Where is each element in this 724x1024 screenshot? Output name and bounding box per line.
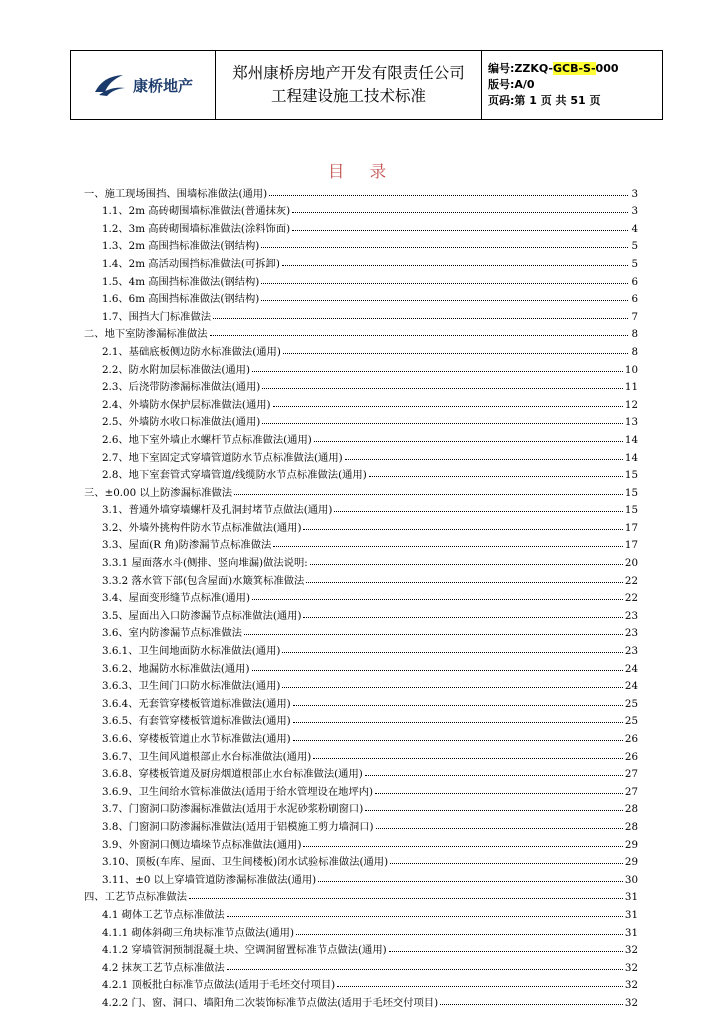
toc-entry-label: 3.6.7、卫生间风道根部止水台标准做法(通用) — [102, 750, 312, 763]
toc-entry[interactable] — [84, 200, 638, 218]
toc-leader-dots — [282, 265, 628, 266]
toc-entry-label: 3.3.1 屋面落水斗(侧排、竖向堆漏)做法说明: — [102, 557, 308, 570]
toc-entry-page: 11 — [624, 381, 638, 394]
logo-text: 康桥地产 — [132, 76, 193, 95]
toc-leader-dots — [440, 1004, 623, 1005]
toc-entry[interactable] — [84, 974, 638, 992]
toc-entry-label: 3.11、±0 以上穿墙管道防渗漏标准做法(通用) — [102, 873, 317, 886]
toc-entry[interactable] — [84, 710, 638, 728]
toc-leader-dots — [292, 230, 628, 231]
toc-entry-label: 3.6.8、穿楼板管道及厨房烟道根部止水台标准做法(通用) — [102, 768, 363, 781]
toc-entry[interactable] — [84, 798, 638, 816]
toc-entry-label: 2.4、外墙防水保护层标准做法(通用) — [102, 398, 271, 411]
toc-entry-label: 3.6.1、卫生间地面防水标准做法(通用) — [102, 645, 281, 658]
toc-leader-dots — [261, 283, 628, 284]
toc-entry-label: 3.2、外墙外挑构件防水节点标准做法(通用) — [102, 521, 302, 534]
toc-leader-dots — [282, 652, 623, 653]
toc-entry-page: 32 — [624, 944, 638, 957]
toc-entry[interactable] — [84, 358, 638, 376]
toc-leader-dots — [273, 406, 623, 407]
toc-leader-dots — [293, 705, 623, 706]
toc-leader-dots — [261, 247, 628, 248]
toc-leader-dots — [252, 670, 623, 671]
toc-entry-label: 3.10、顶板(车库、屋面、卫生间楼板)闭水试验标准做法(通用) — [102, 856, 389, 869]
toc-leader-dots — [310, 564, 623, 565]
toc-entry[interactable] — [84, 481, 638, 499]
document-title: 工程建设施工技术标准 — [270, 87, 426, 105]
toc-entry-label: 2.5、外墙防水收口标准做法(通用) — [102, 416, 261, 429]
toc-entry[interactable] — [84, 604, 638, 622]
toc-entry[interactable] — [84, 868, 638, 886]
toc-entry[interactable] — [84, 991, 638, 1009]
toc-entry-page: 12 — [624, 398, 638, 411]
toc-leader-dots — [262, 388, 623, 389]
toc-entry-page: 28 — [624, 820, 638, 833]
toc-entry-label: 4.1 砌体工艺节点标准做法 — [102, 908, 225, 921]
toc-entry[interactable] — [84, 288, 638, 306]
toc-entry[interactable] — [84, 411, 638, 429]
toc-leader-dots — [293, 740, 623, 741]
toc-entry-page: 23 — [624, 645, 638, 658]
toc-entry[interactable] — [84, 376, 638, 394]
toc-entry[interactable] — [84, 252, 638, 270]
toc-entry-page: 26 — [624, 733, 638, 745]
header-title — [216, 51, 482, 119]
toc-entry[interactable] — [84, 921, 638, 939]
toc-entry-label: 2.1、基础底板侧边防水标准做法(通用) — [102, 345, 281, 358]
toc-leader-dots — [365, 810, 623, 811]
document-header — [70, 50, 663, 120]
toc-leader-dots — [262, 423, 623, 424]
toc-leader-dots — [282, 687, 623, 688]
toc-entry-page: 13 — [624, 416, 638, 429]
toc-leader-dots — [283, 353, 628, 354]
code-highlight: GCB-S- — [553, 62, 596, 75]
toc-leader-dots — [365, 775, 623, 776]
toc-entry[interactable] — [84, 340, 638, 358]
toc-entry-label: 1.2、3m 高砖砌围墙标准做法(涂料饰面) — [102, 222, 291, 235]
document-info — [482, 51, 662, 119]
toc-leader-dots — [252, 371, 623, 372]
toc-leader-dots — [303, 846, 622, 847]
toc-entry-label: 4.2 抹灰工艺节点标准做法 — [102, 961, 225, 974]
toc-heading: 目 录 — [327, 162, 397, 181]
toc-entry-label: 一、施工现场围挡、围墙标准做法(通用) — [84, 187, 268, 200]
toc-entry-page: 22 — [624, 592, 638, 605]
toc-leader-dots — [306, 582, 623, 583]
toc-entry-page: 27 — [624, 768, 638, 781]
toc-entry-page: 6 — [631, 275, 638, 288]
toc-entry-page: 28 — [624, 803, 638, 816]
toc-entry[interactable] — [84, 428, 638, 446]
toc-entry[interactable] — [84, 886, 638, 904]
toc-entry-page: 31 — [624, 908, 638, 921]
toc-leader-dots — [318, 881, 623, 882]
toc-entry-label: 1.4、2m 高活动围挡标准做法(可拆卸) — [102, 257, 280, 270]
toc-entry-page: 23 — [624, 627, 638, 640]
toc-entry[interactable] — [84, 305, 638, 323]
toc-entry[interactable] — [84, 833, 638, 851]
toc-entry-label: 3.6.6、穿楼板管道止水节标准做法(通用) — [102, 733, 291, 745]
toc-entry-page: 27 — [624, 785, 638, 798]
toc-entry-page: 15 — [624, 469, 638, 482]
toc-entry-page: 4 — [631, 222, 638, 235]
toc-entry-page: 29 — [624, 856, 638, 869]
toc-entry[interactable] — [84, 323, 638, 341]
toc-entry[interactable] — [84, 464, 638, 482]
toc-leader-dots — [293, 722, 623, 723]
toc-entry-page: 14 — [624, 433, 638, 446]
toc-leader-dots — [213, 318, 628, 319]
toc-leader-dots — [261, 300, 628, 301]
toc-leader-dots — [313, 758, 623, 759]
toc-entry-page: 29 — [624, 838, 638, 851]
toc-entry[interactable] — [84, 446, 638, 464]
toc-leader-dots — [292, 212, 628, 213]
toc-entry-page: 14 — [624, 451, 638, 464]
toc-entry-page: 6 — [631, 293, 638, 306]
toc-entry[interactable] — [84, 569, 638, 587]
toc-entry-label: 3.6.3、卫生间门口防水标准做法(通用) — [102, 680, 281, 693]
toc-entry-page: 32 — [624, 996, 638, 1009]
toc-leader-dots — [227, 916, 623, 917]
toc-leader-dots — [314, 441, 623, 442]
toc-leader-dots — [375, 793, 623, 794]
toc-entry[interactable] — [84, 939, 638, 957]
toc-entry[interactable] — [84, 587, 638, 605]
company-name: 郑州康桥房地产开发有限责任公司 — [232, 64, 465, 82]
toc-entry-label: 4.2.1 顶板批白标准节点做法(适用于毛坯交付项目) — [102, 979, 336, 992]
page-info: 页码:第 1 页 共 51 页 — [488, 94, 601, 107]
toc-entry-page: 17 — [624, 521, 638, 534]
toc-entry[interactable] — [84, 903, 638, 921]
toc-leader-dots — [189, 898, 623, 899]
toc-entry-label: 4.1.2 穿墙管洞预制混凝土块、空调洞留置标准节点做法(通用) — [102, 944, 387, 957]
toc-entry-label: 1.5、4m 高围挡标准做法(钢结构) — [102, 275, 260, 288]
toc-leader-dots — [234, 494, 623, 495]
toc-entry-label: 3.8、门窗洞口防渗漏标准做法(适用于铝模施工剪力墙洞口) — [102, 820, 374, 833]
toc-entry[interactable] — [84, 235, 638, 253]
toc-entry[interactable] — [84, 182, 638, 200]
toc-entry-page: 15 — [624, 486, 638, 499]
toc-entry-page: 25 — [624, 697, 638, 710]
toc-entry-label: 二、地下室防渗漏标准做法 — [84, 328, 208, 341]
toc-leader-dots — [227, 969, 623, 970]
toc-entry-label: 3.4、屋面变形缝节点标准(通用) — [102, 592, 250, 605]
toc-entry-page: 31 — [624, 891, 638, 904]
toc-entry-label: 1.7、围挡大门标准做法 — [102, 310, 212, 323]
toc-entry[interactable] — [84, 851, 638, 869]
toc-entry[interactable] — [84, 270, 638, 288]
toc-entry-label: 2.2、防水附加层标准做法(通用) — [102, 363, 250, 376]
toc-entry[interactable] — [84, 780, 638, 798]
toc-entry-label: 3.7、门窗洞口防渗漏标准做法(适用于水泥砂浆粉刷窗口) — [102, 803, 364, 816]
toc-leader-dots — [337, 986, 623, 987]
toc-leader-dots — [303, 529, 622, 530]
toc-entry-label: 3.3、屋面(R 角)防渗漏节点标准做法 — [102, 539, 272, 552]
toc-leader-dots — [269, 195, 628, 196]
toc-entry[interactable] — [84, 639, 638, 657]
toc-entry-page: 10 — [624, 363, 638, 376]
toc-entry-page: 26 — [624, 750, 638, 763]
toc-entry-page: 22 — [624, 574, 638, 587]
toc-entry-label: 2.6、地下室外墙止水螺杆节点标准做法(通用) — [102, 433, 312, 446]
toc-entry-page: 25 — [624, 715, 638, 728]
toc-leader-dots — [390, 863, 623, 864]
toc-entry[interactable] — [84, 727, 638, 745]
toc-entry-label: 3.5、屋面出入口防渗漏节点标准做法(通用) — [102, 609, 302, 622]
toc-entry-page: 8 — [631, 328, 638, 341]
toc-entry[interactable] — [84, 622, 638, 640]
document-code — [488, 61, 662, 77]
toc-entry-page: 32 — [624, 979, 638, 992]
toc-entry-page: 5 — [631, 240, 638, 253]
toc-entry-page: 24 — [624, 662, 638, 675]
toc-entry-page: 3 — [631, 205, 638, 218]
code-suffix: 000 — [595, 62, 619, 75]
toc-leader-dots — [273, 546, 623, 547]
toc-entry[interactable] — [84, 393, 638, 411]
toc-entry-label: 4.1.1 砌体斜砌三角块标准节点做法(通用) — [102, 926, 294, 939]
toc-entry-page: 20 — [624, 557, 638, 570]
toc-leader-dots — [296, 934, 623, 935]
toc-entry-label: 4.2.2 门、窗、洞口、墙阳角二次装饰标准节点做法(适用于毛坯交付项目) — [102, 996, 439, 1009]
toc-entry[interactable] — [84, 675, 638, 693]
toc-leader-dots — [244, 634, 623, 635]
toc-entry-page: 7 — [631, 310, 638, 323]
toc-entry-page: 8 — [631, 345, 638, 358]
toc-entry-page: 30 — [624, 873, 638, 886]
toc-entry-label: 2.8、地下室套管式穿墙管道/线缆防水节点标准做法(通用) — [102, 469, 367, 482]
toc-entry[interactable] — [84, 516, 638, 534]
toc-entry-page: 31 — [624, 926, 638, 939]
toc-entry[interactable] — [84, 499, 638, 517]
logo — [71, 51, 216, 119]
toc-entry-label: 3.6.2、地漏防水标准做法(通用) — [102, 662, 250, 675]
toc-entry-label: 3.1、普通外墙穿墙螺杆及孔洞封堵节点做法(通用) — [102, 504, 333, 517]
toc-entry-label: 三、±0.00 以上防渗漏标准做法 — [84, 486, 233, 499]
toc-entry-label: 3.6.9、卫生间给水管标准做法(适用于给水管埋设在地坪内) — [102, 785, 374, 798]
toc-entry-page: 15 — [624, 504, 638, 517]
toc-entry-page: 32 — [624, 961, 638, 974]
toc-leader-dots — [369, 476, 623, 477]
toc-entry-page: 5 — [631, 257, 638, 270]
toc-entry-page: 24 — [624, 680, 638, 693]
toc-entry-page: 23 — [624, 609, 638, 622]
toc-entry-page: 3 — [631, 187, 638, 200]
toc-leader-dots — [334, 511, 623, 512]
toc-entry[interactable] — [84, 217, 638, 235]
toc-entry-label: 四、工艺节点标准做法 — [84, 891, 187, 904]
toc-entry[interactable] — [84, 534, 638, 552]
toc-leader-dots — [210, 335, 628, 336]
toc-entry-label: 1.3、2m 高围挡标准做法(钢结构) — [102, 240, 260, 253]
toc-leader-dots — [345, 459, 623, 460]
toc-entry-label: 3.6.5、有套管穿楼板管道标准做法(通用) — [102, 715, 291, 728]
toc-entry[interactable] — [84, 956, 638, 974]
table-of-contents — [84, 182, 638, 1009]
toc-leader-dots — [303, 617, 622, 618]
toc-entry-page: 17 — [624, 539, 638, 552]
company-logo-icon — [93, 72, 127, 98]
toc-entry-label: 1.1、2m 高砖砌围墙标准做法(普通抹灰) — [102, 205, 291, 218]
toc-entry-label: 3.9、外窗洞口侧边墙垛节点标准做法(通用) — [102, 838, 302, 851]
toc-leader-dots — [252, 599, 623, 600]
document-version: 版号:A/0 — [488, 78, 535, 91]
toc-entry[interactable] — [84, 763, 638, 781]
code-prefix: 编号:ZZKQ- — [488, 62, 553, 75]
toc-entry[interactable] — [84, 657, 638, 675]
toc-entry-label: 1.6、6m 高围挡标准做法(钢结构) — [102, 293, 260, 306]
toc-entry-label: 3.6、室内防渗漏节点标准做法 — [102, 627, 242, 640]
toc-entry-label: 2.7、地下室固定式穿墙管道防水节点标准做法(通用) — [102, 451, 343, 464]
toc-leader-dots — [376, 828, 623, 829]
toc-leader-dots — [389, 951, 623, 952]
toc-entry[interactable] — [84, 551, 638, 569]
toc-entry[interactable] — [84, 815, 638, 833]
toc-entry-label: 2.3、后浇带防渗漏标准做法(通用) — [102, 381, 261, 394]
toc-entry-label: 3.3.2 落水管下部(包含屋面)水簸箕标准做法 — [102, 574, 305, 587]
toc-entry[interactable] — [84, 745, 638, 763]
toc-entry[interactable] — [84, 692, 638, 710]
toc-entry-label: 3.6.4、无套管穿楼板管道标准做法(通用) — [102, 697, 291, 710]
